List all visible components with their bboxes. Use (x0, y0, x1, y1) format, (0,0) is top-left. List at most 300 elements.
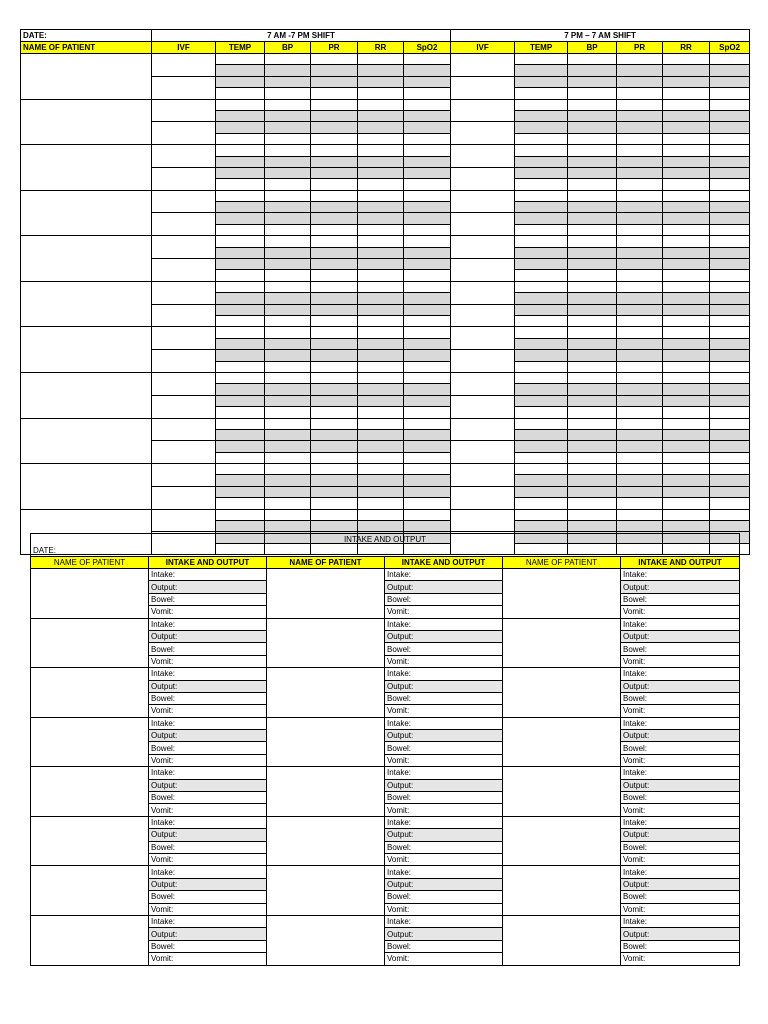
night-vital-cell[interactable] (710, 521, 750, 532)
day-vital-cell[interactable] (311, 190, 358, 201)
day-vital-cell[interactable] (216, 361, 265, 372)
io-field-cell[interactable]: Intake: (621, 866, 740, 878)
night-vital-cell[interactable] (663, 224, 710, 235)
io-field-cell[interactable]: Output: (621, 829, 740, 841)
day-vital-cell[interactable] (311, 350, 358, 361)
night-vital-cell[interactable] (710, 247, 750, 258)
day-vital-cell[interactable] (358, 65, 404, 76)
io-field-cell[interactable]: Vomit: (621, 754, 740, 766)
day-vital-cell[interactable] (404, 281, 451, 292)
io-field-cell[interactable]: Vomit: (149, 754, 267, 766)
day-vital-cell[interactable] (265, 236, 311, 247)
night-vital-cell[interactable] (515, 281, 568, 292)
io-field-cell[interactable]: Bowel: (385, 643, 503, 655)
night-vital-cell[interactable] (568, 441, 617, 452)
io-patient-name-cell[interactable] (503, 767, 621, 817)
io-field-cell[interactable]: Intake: (621, 569, 740, 581)
day-vital-cell[interactable] (216, 133, 265, 144)
night-vital-cell[interactable] (710, 167, 750, 178)
io-field-cell[interactable]: Output: (385, 829, 503, 841)
day-vital-cell[interactable] (265, 54, 311, 65)
night-vital-cell[interactable] (568, 179, 617, 190)
io-field-cell[interactable]: Vomit: (385, 853, 503, 865)
day-vital-cell[interactable] (358, 338, 404, 349)
day-vital-cell[interactable] (404, 270, 451, 281)
night-vital-cell[interactable] (515, 122, 568, 133)
day-vital-cell[interactable] (404, 213, 451, 224)
day-vital-cell[interactable] (404, 407, 451, 418)
night-vital-cell[interactable] (515, 509, 568, 520)
night-vital-cell[interactable] (568, 247, 617, 258)
io-field-cell[interactable]: Output: (149, 630, 267, 642)
night-vital-cell[interactable] (568, 202, 617, 213)
patient-name-cell[interactable] (21, 281, 152, 327)
night-vital-cell[interactable] (617, 202, 663, 213)
night-vital-cell[interactable] (568, 418, 617, 429)
day-vital-cell[interactable] (216, 145, 265, 156)
night-ivf-cell[interactable] (451, 418, 515, 441)
day-vital-cell[interactable] (358, 122, 404, 133)
io-field-cell[interactable]: Vomit: (149, 953, 267, 965)
night-vital-cell[interactable] (617, 133, 663, 144)
day-vital-cell[interactable] (311, 395, 358, 406)
night-vital-cell[interactable] (617, 361, 663, 372)
day-vital-cell[interactable] (358, 259, 404, 270)
night-ivf-cell[interactable] (451, 167, 515, 190)
night-vital-cell[interactable] (710, 509, 750, 520)
night-vital-cell[interactable] (710, 156, 750, 167)
day-vital-cell[interactable] (404, 224, 451, 235)
io-field-cell[interactable]: Vomit: (621, 655, 740, 667)
night-vital-cell[interactable] (663, 509, 710, 520)
day-vital-cell[interactable] (216, 327, 265, 338)
day-vital-cell[interactable] (265, 88, 311, 99)
night-vital-cell[interactable] (515, 110, 568, 121)
io-field-cell[interactable]: Vomit: (149, 903, 267, 915)
night-vital-cell[interactable] (515, 338, 568, 349)
io-patient-name-cell[interactable] (503, 717, 621, 767)
day-vital-cell[interactable] (311, 327, 358, 338)
day-vital-cell[interactable] (311, 259, 358, 270)
day-vital-cell[interactable] (216, 99, 265, 110)
night-vital-cell[interactable] (617, 145, 663, 156)
day-ivf-cell[interactable] (152, 145, 216, 168)
day-ivf-cell[interactable] (152, 372, 216, 395)
night-vital-cell[interactable] (617, 224, 663, 235)
io-patient-name-cell[interactable] (31, 717, 149, 767)
night-vital-cell[interactable] (617, 372, 663, 383)
day-vital-cell[interactable] (404, 521, 451, 532)
night-vital-cell[interactable] (710, 418, 750, 429)
day-vital-cell[interactable] (358, 293, 404, 304)
day-vital-cell[interactable] (358, 509, 404, 520)
day-vital-cell[interactable] (358, 429, 404, 440)
night-vital-cell[interactable] (710, 145, 750, 156)
patient-name-cell[interactable] (21, 327, 152, 373)
night-vital-cell[interactable] (663, 418, 710, 429)
night-vital-cell[interactable] (617, 190, 663, 201)
night-vital-cell[interactable] (663, 327, 710, 338)
day-vital-cell[interactable] (265, 509, 311, 520)
day-vital-cell[interactable] (216, 293, 265, 304)
io-patient-name-cell[interactable] (31, 569, 149, 619)
day-vital-cell[interactable] (358, 76, 404, 87)
day-vital-cell[interactable] (265, 293, 311, 304)
night-vital-cell[interactable] (568, 145, 617, 156)
night-ivf-cell[interactable] (451, 236, 515, 259)
io-patient-name-cell[interactable] (267, 866, 385, 916)
day-vital-cell[interactable] (216, 247, 265, 258)
day-vital-cell[interactable] (216, 122, 265, 133)
night-vital-cell[interactable] (710, 270, 750, 281)
day-vital-cell[interactable] (358, 521, 404, 532)
io-field-cell[interactable]: Output: (385, 928, 503, 940)
io-field-cell[interactable]: Output: (385, 581, 503, 593)
night-vital-cell[interactable] (710, 395, 750, 406)
io-patient-name-cell[interactable] (503, 569, 621, 619)
night-vital-cell[interactable] (663, 156, 710, 167)
day-vital-cell[interactable] (265, 190, 311, 201)
night-ivf-cell[interactable] (451, 76, 515, 99)
io-field-cell[interactable]: Vomit: (385, 804, 503, 816)
day-vital-cell[interactable] (404, 315, 451, 326)
night-vital-cell[interactable] (710, 475, 750, 486)
night-vital-cell[interactable] (663, 498, 710, 509)
night-vital-cell[interactable] (568, 384, 617, 395)
day-vital-cell[interactable] (265, 76, 311, 87)
day-vital-cell[interactable] (265, 65, 311, 76)
day-vital-cell[interactable] (216, 464, 265, 475)
day-vital-cell[interactable] (265, 133, 311, 144)
day-vital-cell[interactable] (358, 452, 404, 463)
night-ivf-cell[interactable] (451, 327, 515, 350)
day-vital-cell[interactable] (358, 350, 404, 361)
day-vital-cell[interactable] (404, 293, 451, 304)
day-vital-cell[interactable] (311, 315, 358, 326)
io-field-cell[interactable]: Bowel: (621, 891, 740, 903)
day-ivf-cell[interactable] (152, 259, 216, 282)
night-vital-cell[interactable] (568, 395, 617, 406)
day-vital-cell[interactable] (311, 429, 358, 440)
patient-name-cell[interactable] (21, 372, 152, 418)
day-ivf-cell[interactable] (152, 327, 216, 350)
night-vital-cell[interactable] (617, 167, 663, 178)
night-ivf-cell[interactable] (451, 509, 515, 532)
day-vital-cell[interactable] (216, 110, 265, 121)
io-field-cell[interactable]: Vomit: (149, 705, 267, 717)
night-ivf-cell[interactable] (451, 145, 515, 168)
night-vital-cell[interactable] (515, 65, 568, 76)
night-vital-cell[interactable] (515, 293, 568, 304)
day-vital-cell[interactable] (404, 236, 451, 247)
io-field-cell[interactable]: Intake: (149, 915, 267, 927)
night-vital-cell[interactable] (710, 486, 750, 497)
day-vital-cell[interactable] (311, 122, 358, 133)
night-vital-cell[interactable] (663, 315, 710, 326)
day-vital-cell[interactable] (311, 304, 358, 315)
day-vital-cell[interactable] (358, 190, 404, 201)
day-vital-cell[interactable] (358, 315, 404, 326)
day-vital-cell[interactable] (358, 395, 404, 406)
day-vital-cell[interactable] (358, 486, 404, 497)
io-patient-name-cell[interactable] (503, 816, 621, 866)
day-vital-cell[interactable] (404, 54, 451, 65)
night-vital-cell[interactable] (617, 213, 663, 224)
night-vital-cell[interactable] (663, 384, 710, 395)
night-vital-cell[interactable] (515, 418, 568, 429)
day-vital-cell[interactable] (311, 54, 358, 65)
night-vital-cell[interactable] (515, 395, 568, 406)
io-field-cell[interactable]: Vomit: (621, 606, 740, 618)
night-vital-cell[interactable] (617, 236, 663, 247)
day-vital-cell[interactable] (265, 167, 311, 178)
io-field-cell[interactable]: Output: (621, 928, 740, 940)
night-vital-cell[interactable] (617, 179, 663, 190)
night-vital-cell[interactable] (568, 452, 617, 463)
io-field-cell[interactable]: Intake: (149, 866, 267, 878)
io-patient-name-cell[interactable] (267, 816, 385, 866)
day-vital-cell[interactable] (358, 304, 404, 315)
io-field-cell[interactable]: Vomit: (621, 953, 740, 965)
night-vital-cell[interactable] (710, 179, 750, 190)
night-vital-cell[interactable] (515, 270, 568, 281)
night-vital-cell[interactable] (568, 281, 617, 292)
day-ivf-cell[interactable] (152, 418, 216, 441)
patient-name-cell[interactable] (21, 418, 152, 464)
night-vital-cell[interactable] (568, 224, 617, 235)
day-vital-cell[interactable] (265, 122, 311, 133)
night-vital-cell[interactable] (515, 361, 568, 372)
io-field-cell[interactable]: Bowel: (385, 692, 503, 704)
night-vital-cell[interactable] (515, 327, 568, 338)
night-vital-cell[interactable] (568, 65, 617, 76)
night-vital-cell[interactable] (663, 452, 710, 463)
night-vital-cell[interactable] (663, 407, 710, 418)
day-vital-cell[interactable] (216, 202, 265, 213)
day-vital-cell[interactable] (358, 213, 404, 224)
night-vital-cell[interactable] (663, 247, 710, 258)
day-vital-cell[interactable] (216, 167, 265, 178)
night-vital-cell[interactable] (617, 429, 663, 440)
day-ivf-cell[interactable] (152, 395, 216, 418)
night-vital-cell[interactable] (663, 521, 710, 532)
night-vital-cell[interactable] (515, 224, 568, 235)
night-vital-cell[interactable] (515, 202, 568, 213)
day-vital-cell[interactable] (311, 270, 358, 281)
night-vital-cell[interactable] (663, 236, 710, 247)
day-vital-cell[interactable] (404, 509, 451, 520)
day-vital-cell[interactable] (311, 110, 358, 121)
io-field-cell[interactable]: Intake: (385, 569, 503, 581)
day-vital-cell[interactable] (404, 429, 451, 440)
day-vital-cell[interactable] (265, 498, 311, 509)
day-vital-cell[interactable] (358, 224, 404, 235)
night-vital-cell[interactable] (617, 475, 663, 486)
night-vital-cell[interactable] (710, 350, 750, 361)
night-vital-cell[interactable] (568, 88, 617, 99)
day-ivf-cell[interactable] (152, 54, 216, 77)
day-vital-cell[interactable] (216, 236, 265, 247)
day-vital-cell[interactable] (404, 88, 451, 99)
day-vital-cell[interactable] (358, 133, 404, 144)
night-vital-cell[interactable] (617, 247, 663, 258)
io-field-cell[interactable]: Intake: (149, 816, 267, 828)
night-vital-cell[interactable] (568, 133, 617, 144)
day-ivf-cell[interactable] (152, 167, 216, 190)
night-vital-cell[interactable] (710, 384, 750, 395)
day-vital-cell[interactable] (404, 384, 451, 395)
day-vital-cell[interactable] (311, 464, 358, 475)
day-vital-cell[interactable] (311, 179, 358, 190)
day-vital-cell[interactable] (216, 76, 265, 87)
night-vital-cell[interactable] (515, 76, 568, 87)
day-vital-cell[interactable] (404, 65, 451, 76)
night-ivf-cell[interactable] (451, 259, 515, 282)
io-field-cell[interactable]: Bowel: (385, 940, 503, 952)
day-vital-cell[interactable] (311, 384, 358, 395)
night-vital-cell[interactable] (617, 259, 663, 270)
io-field-cell[interactable]: Output: (385, 878, 503, 890)
day-vital-cell[interactable] (265, 429, 311, 440)
night-vital-cell[interactable] (663, 475, 710, 486)
io-field-cell[interactable]: Bowel: (385, 792, 503, 804)
day-vital-cell[interactable] (265, 281, 311, 292)
night-vital-cell[interactable] (663, 270, 710, 281)
day-ivf-cell[interactable] (152, 190, 216, 213)
day-vital-cell[interactable] (216, 54, 265, 65)
io-field-cell[interactable]: Bowel: (621, 742, 740, 754)
night-vital-cell[interactable] (568, 327, 617, 338)
day-vital-cell[interactable] (404, 133, 451, 144)
day-vital-cell[interactable] (216, 224, 265, 235)
night-vital-cell[interactable] (568, 315, 617, 326)
io-field-cell[interactable]: Intake: (149, 668, 267, 680)
night-vital-cell[interactable] (568, 259, 617, 270)
day-vital-cell[interactable] (311, 475, 358, 486)
day-vital-cell[interactable] (404, 475, 451, 486)
day-vital-cell[interactable] (311, 338, 358, 349)
day-vital-cell[interactable] (311, 76, 358, 87)
io-field-cell[interactable]: Intake: (621, 767, 740, 779)
day-vital-cell[interactable] (358, 270, 404, 281)
day-vital-cell[interactable] (358, 167, 404, 178)
io-field-cell[interactable]: Bowel: (621, 841, 740, 853)
night-vital-cell[interactable] (710, 190, 750, 201)
day-vital-cell[interactable] (216, 88, 265, 99)
io-patient-name-cell[interactable] (267, 915, 385, 965)
night-vital-cell[interactable] (568, 270, 617, 281)
night-vital-cell[interactable] (515, 247, 568, 258)
day-vital-cell[interactable] (358, 99, 404, 110)
night-vital-cell[interactable] (663, 99, 710, 110)
day-vital-cell[interactable] (216, 395, 265, 406)
day-vital-cell[interactable] (404, 76, 451, 87)
patient-name-cell[interactable] (21, 236, 152, 282)
io-field-cell[interactable]: Intake: (621, 618, 740, 630)
night-vital-cell[interactable] (515, 486, 568, 497)
day-vital-cell[interactable] (311, 407, 358, 418)
io-patient-name-cell[interactable] (267, 668, 385, 718)
day-vital-cell[interactable] (265, 156, 311, 167)
io-field-cell[interactable]: Bowel: (149, 593, 267, 605)
day-vital-cell[interactable] (311, 167, 358, 178)
day-vital-cell[interactable] (216, 350, 265, 361)
night-vital-cell[interactable] (663, 464, 710, 475)
io-field-cell[interactable]: Output: (621, 730, 740, 742)
patient-name-cell[interactable] (21, 145, 152, 191)
night-vital-cell[interactable] (663, 145, 710, 156)
io-field-cell[interactable]: Bowel: (385, 891, 503, 903)
night-ivf-cell[interactable] (451, 99, 515, 122)
io-field-cell[interactable]: Intake: (385, 866, 503, 878)
night-vital-cell[interactable] (710, 65, 750, 76)
day-vital-cell[interactable] (358, 475, 404, 486)
night-vital-cell[interactable] (663, 395, 710, 406)
night-vital-cell[interactable] (710, 281, 750, 292)
io-field-cell[interactable]: Vomit: (385, 606, 503, 618)
patient-name-cell[interactable] (21, 54, 152, 100)
night-vital-cell[interactable] (515, 315, 568, 326)
io-field-cell[interactable]: Intake: (385, 816, 503, 828)
io-field-cell[interactable]: Intake: (621, 717, 740, 729)
day-vital-cell[interactable] (404, 167, 451, 178)
night-vital-cell[interactable] (663, 293, 710, 304)
day-vital-cell[interactable] (265, 110, 311, 121)
night-vital-cell[interactable] (617, 270, 663, 281)
night-ivf-cell[interactable] (451, 464, 515, 487)
day-vital-cell[interactable] (358, 441, 404, 452)
day-vital-cell[interactable] (311, 418, 358, 429)
night-vital-cell[interactable] (515, 452, 568, 463)
day-vital-cell[interactable] (311, 156, 358, 167)
night-vital-cell[interactable] (710, 338, 750, 349)
io-field-cell[interactable]: Bowel: (621, 692, 740, 704)
night-vital-cell[interactable] (710, 54, 750, 65)
night-vital-cell[interactable] (568, 338, 617, 349)
night-vital-cell[interactable] (710, 202, 750, 213)
io-field-cell[interactable]: Intake: (149, 717, 267, 729)
night-vital-cell[interactable] (710, 315, 750, 326)
io-field-cell[interactable]: Vomit: (621, 705, 740, 717)
patient-name-cell[interactable] (21, 190, 152, 236)
night-vital-cell[interactable] (617, 156, 663, 167)
day-vital-cell[interactable] (404, 202, 451, 213)
night-vital-cell[interactable] (663, 122, 710, 133)
night-vital-cell[interactable] (515, 464, 568, 475)
night-vital-cell[interactable] (663, 76, 710, 87)
day-vital-cell[interactable] (311, 224, 358, 235)
day-vital-cell[interactable] (265, 99, 311, 110)
io-field-cell[interactable]: Vomit: (149, 853, 267, 865)
night-vital-cell[interactable] (710, 224, 750, 235)
day-vital-cell[interactable] (404, 441, 451, 452)
night-vital-cell[interactable] (568, 122, 617, 133)
day-vital-cell[interactable] (404, 304, 451, 315)
io-field-cell[interactable]: Bowel: (385, 742, 503, 754)
day-vital-cell[interactable] (358, 372, 404, 383)
day-vital-cell[interactable] (311, 486, 358, 497)
night-vital-cell[interactable] (515, 167, 568, 178)
io-field-cell[interactable]: Bowel: (149, 891, 267, 903)
day-vital-cell[interactable] (265, 407, 311, 418)
day-vital-cell[interactable] (311, 441, 358, 452)
day-vital-cell[interactable] (216, 372, 265, 383)
day-vital-cell[interactable] (265, 486, 311, 497)
day-vital-cell[interactable] (404, 338, 451, 349)
night-vital-cell[interactable] (663, 361, 710, 372)
night-vital-cell[interactable] (568, 486, 617, 497)
io-field-cell[interactable]: Vomit: (385, 655, 503, 667)
